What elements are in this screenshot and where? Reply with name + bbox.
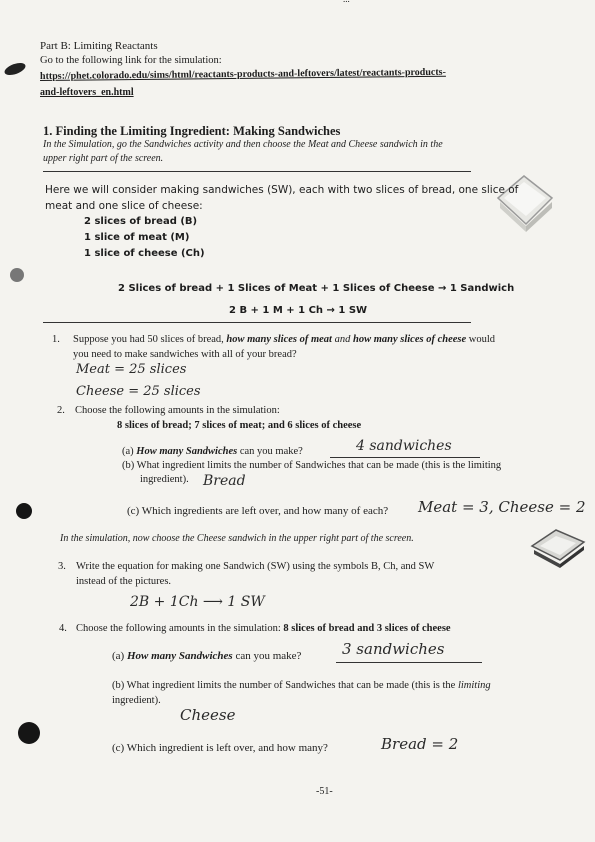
q4a-answer: 3 sandwiches [342, 640, 445, 658]
q2a-question [122, 446, 303, 457]
q2-amounts: 8 slices of bread; 7 slices of meat; and 6 slices of cheese [117, 420, 362, 431]
q4-amounts: 8 slices of bread and 3 slices of cheese [283, 623, 451, 634]
q2-text: Choose the following amounts in the simulation: [75, 405, 280, 416]
q2a-text: can you make? [237, 446, 303, 457]
page-number: -51- [316, 786, 333, 797]
simulation-link-line2[interactable]: and-leftovers_en.html [40, 87, 134, 98]
q1-text-part3: would [466, 334, 496, 345]
q2a-emph: How many Sandwiches [136, 446, 238, 457]
simulation-link-line1[interactable]: https://phet.colorado.edu/sims/html/reactants-products-and-leftovers/latest/reactants-products- [39, 66, 446, 82]
intro-line1: Here we will consider making sandwiches (SW), each with two slices of bread, one slice of [45, 184, 519, 196]
q2b-line1: (b) What ingredient limits the number of Sandwiches that can be made (this is the limiting [122, 460, 502, 471]
q2b-answer: Bread [203, 473, 246, 489]
equation-words: 2 Slices of bread + 1 Slices of Meat + 1 Slices of Cheese → 1 Sandwich [118, 283, 515, 294]
q2-number: 2. [57, 405, 65, 416]
q2c-question: (c) Which ingredients are left over, and how many of each? [127, 505, 389, 517]
q3-answer: 2B + 1Ch ⟶ 1 SW [130, 594, 265, 610]
binder-hole-middle [16, 503, 32, 519]
q4b-answer: Cheese [180, 706, 236, 724]
simulation-note: In the simulation, now choose the Cheese sandwich in the upper right part of the screen. [60, 533, 414, 544]
section-title: 1. Finding the Limiting Ingredient: Making Sandwiches [43, 124, 341, 138]
q1-text-part2: and [331, 334, 353, 345]
q4c-question: (c) Which ingredient is left over, and how many? [112, 742, 328, 754]
binder-hole-top [3, 61, 27, 78]
binder-hole-small [10, 268, 24, 282]
q4b-line2: ingredient). [112, 695, 161, 706]
q4b-line1 [112, 680, 491, 691]
q1-text-line1 [73, 334, 495, 345]
link-instruction: Go to the following link for the simulation: [40, 55, 222, 66]
q1-answer-meat: Meat = 25 slices [76, 362, 187, 377]
q4a-question [112, 650, 301, 662]
q1-emph-meat: how many slices of meat [226, 334, 332, 345]
q4b-text: (b) What ingredient limits the number of Sandwiches that can be made (this is the [112, 680, 458, 691]
section-intro-line1: In the Simulation, go the Sandwiches activity and then choose the Meat and Cheese sandwich in the [43, 139, 443, 150]
q1-number: 1. [52, 334, 60, 345]
q4-text [76, 623, 451, 634]
q2b-line2: ingredient). [140, 474, 189, 485]
ingredient-bread: 2 slices of bread (B) [84, 216, 198, 227]
part-title: Part B: Limiting Reactants [40, 40, 158, 52]
q4-number: 4. [59, 623, 67, 634]
q2a-answer: 4 sandwiches [356, 438, 452, 454]
q4a-label: (a) [112, 650, 127, 662]
q4-text-plain: Choose the following amounts in the simulation: [76, 623, 284, 634]
equation-symbols: 2 B + 1 M + 1 Ch → 1 SW [229, 305, 368, 316]
q4a-emph: How many Sandwiches [126, 650, 233, 662]
q1-answer-cheese: Cheese = 25 slices [76, 384, 201, 399]
ingredient-cheese: 1 slice of cheese (Ch) [84, 248, 205, 259]
q3-line1: Write the equation for making one Sandwich (SW) using the symbols B, Ch, and SW [76, 561, 435, 572]
meat-cheese-sandwich-icon [490, 168, 560, 234]
top-mark [343, 0, 350, 4]
q2a-answer-line [330, 457, 480, 458]
q1-emph-cheese: how many slices of cheese [352, 334, 467, 345]
binder-hole-bottom [18, 722, 40, 744]
divider-bottom [43, 322, 471, 323]
q4b-emph: limiting [457, 680, 491, 691]
q3-line2: instead of the pictures. [76, 576, 172, 587]
q3-number: 3. [58, 561, 66, 572]
ingredient-meat: 1 slice of meat (M) [84, 232, 190, 243]
q4a-answer-line [336, 662, 482, 663]
q1-text-part1: Suppose you had 50 slices of bread, [73, 334, 227, 345]
q1-text-line2: you need to make sandwiches with all of your bread? [73, 349, 297, 360]
q4a-text: can you make? [232, 650, 302, 662]
cheese-sandwich-icon [528, 524, 588, 570]
q4c-answer: Bread = 2 [381, 735, 459, 753]
section-intro-line2: upper right part of the screen. [43, 153, 164, 164]
intro-line2: meat and one slice of cheese: [45, 200, 203, 212]
q2a-label: (a) [122, 446, 137, 457]
divider-top [43, 171, 471, 172]
q2c-answer: Meat = 3, Cheese = 2 [418, 498, 586, 516]
